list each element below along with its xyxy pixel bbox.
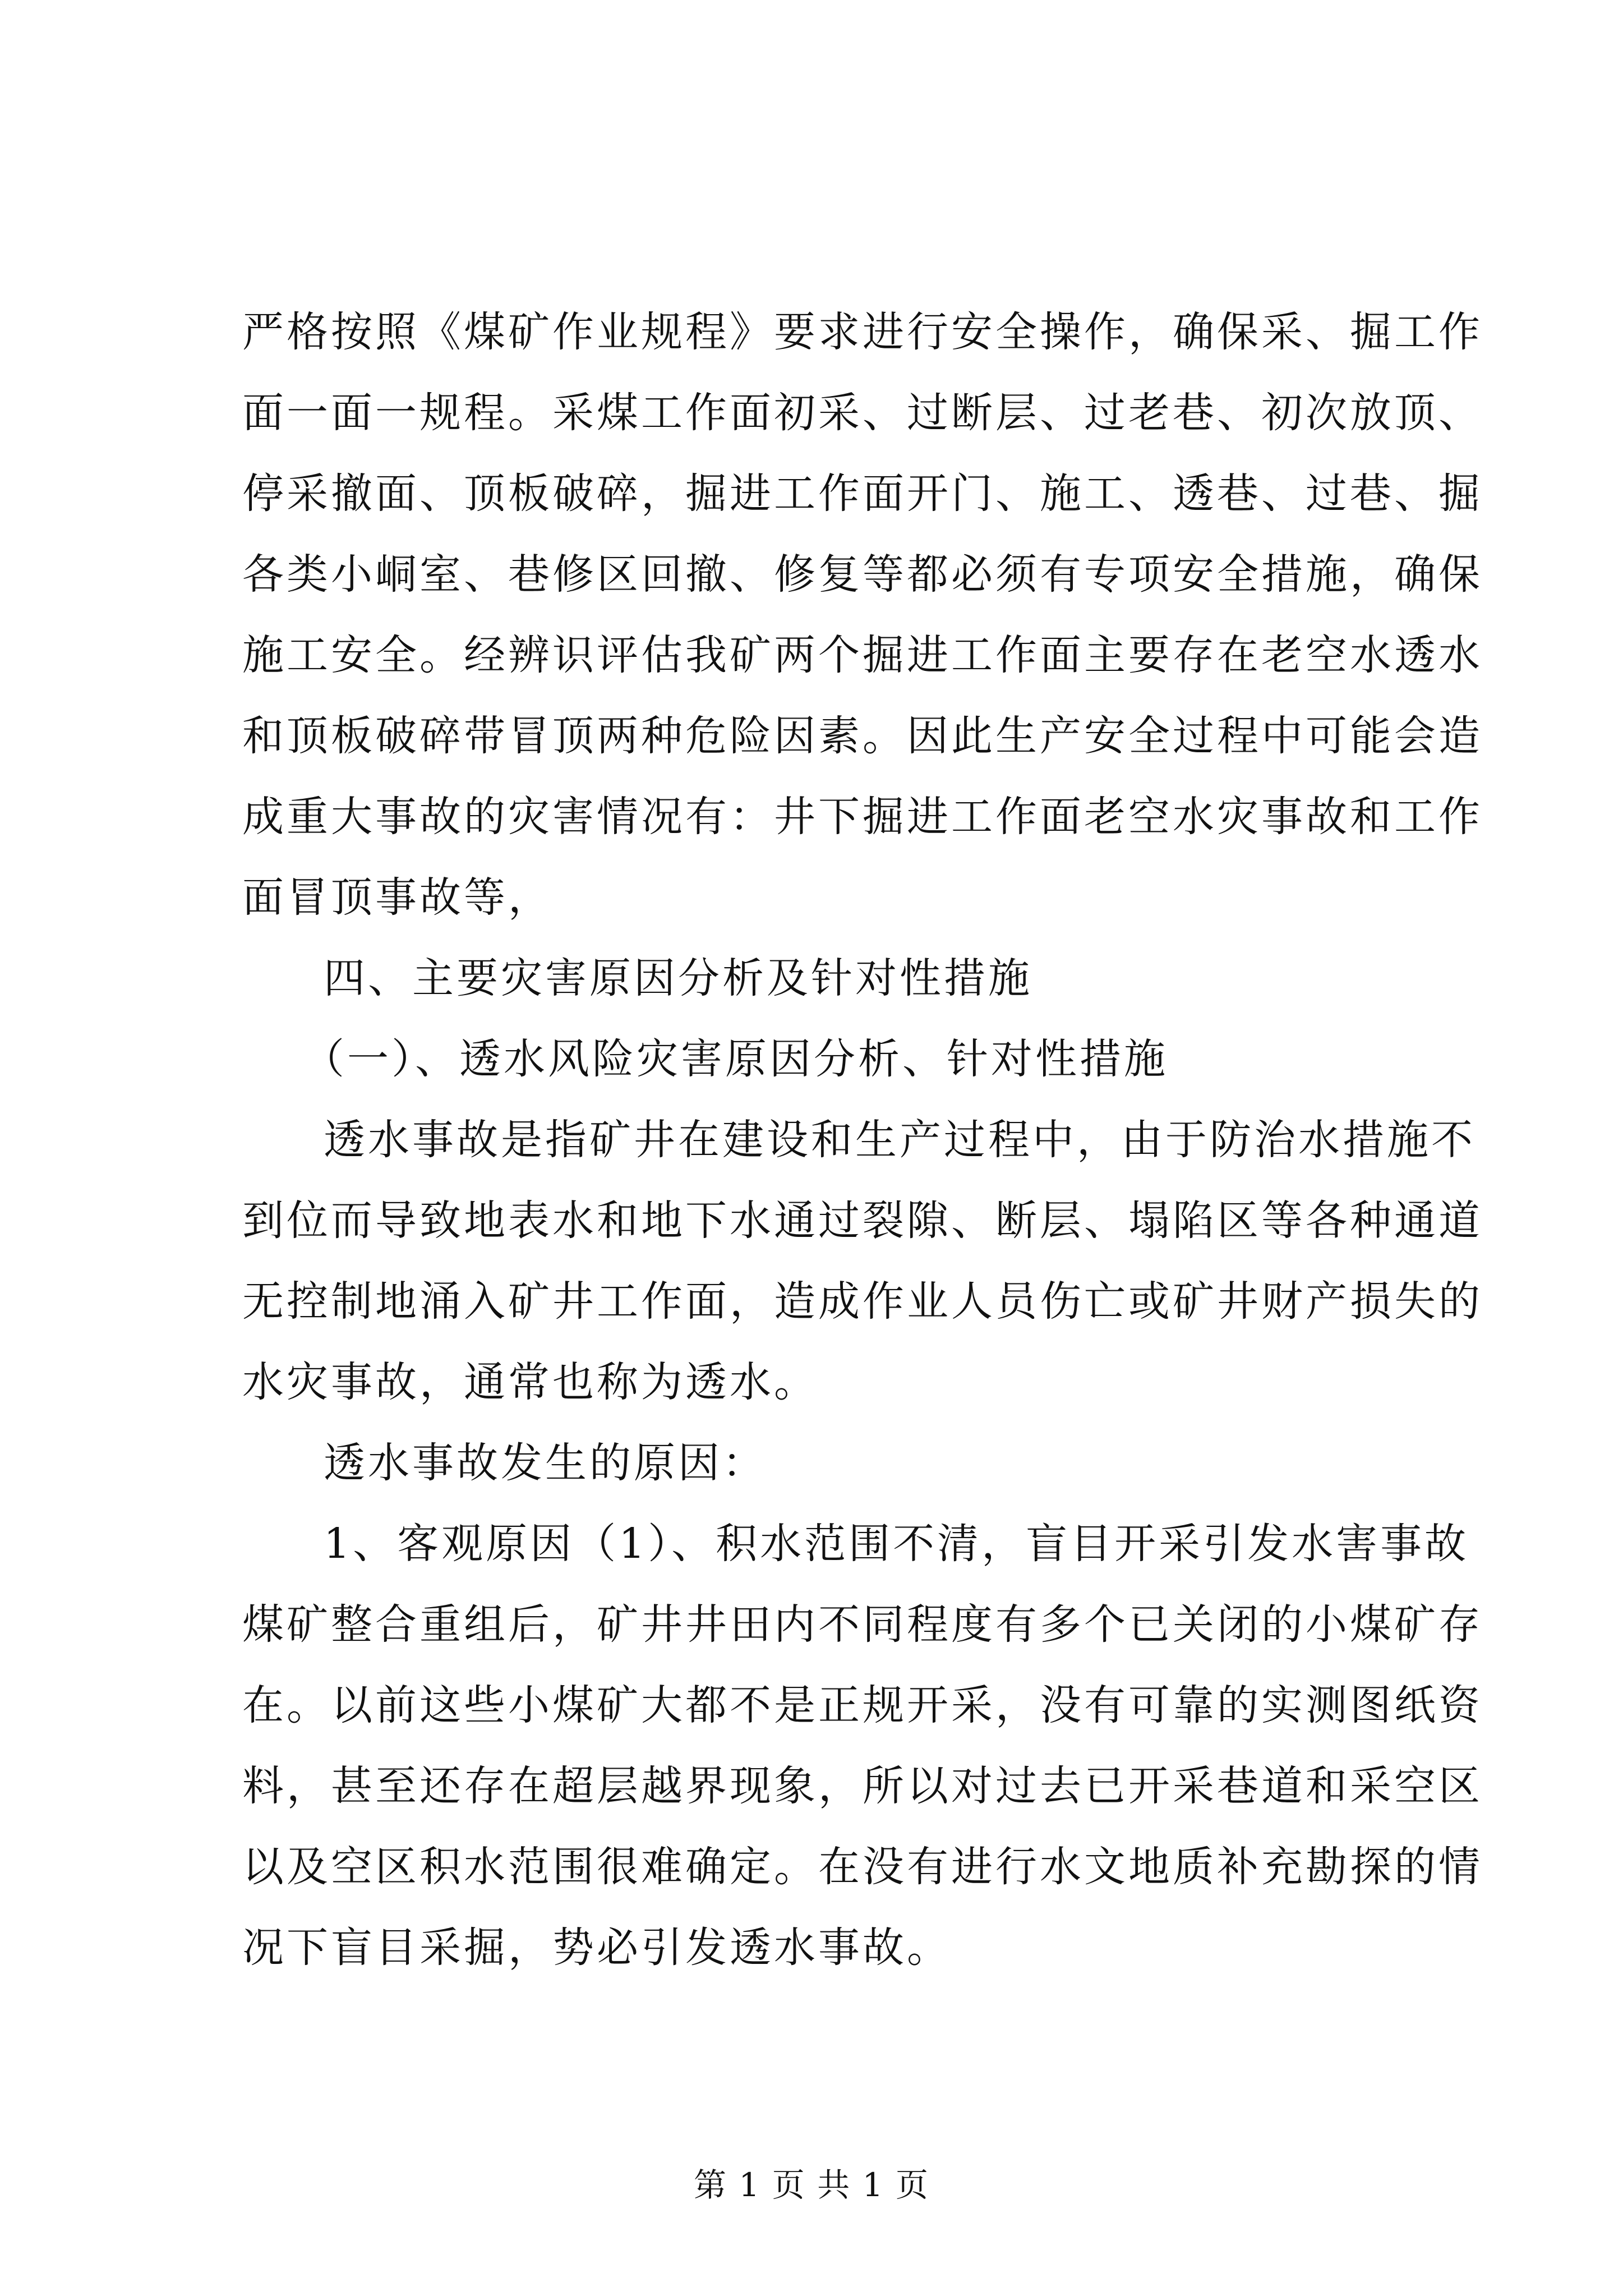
text-line: 面一面一规程。采煤工作面初采、过断层、过老巷、初次放顶、 xyxy=(242,389,1483,437)
text-line: 成重大事故的灾害情况有：井下掘进工作面老空水灾事故和工作 xyxy=(242,793,1483,841)
body-text xyxy=(242,292,1483,1988)
text-line: 1、客观原因（1）、积水范围不清，盲目开采引发水害事故 xyxy=(324,1520,1469,1568)
text-line: 面冒顶事故等， xyxy=(242,873,552,922)
text-line: 透水事故是指矿井在建设和生产过程中，由于防治水措施不 xyxy=(324,1116,1476,1164)
page-footer: 第 1 页 共 1 页 xyxy=(694,2166,929,2204)
text-line: 料，甚至还存在超层越界现象，所以对过去已开采巷道和采空区 xyxy=(242,1762,1483,1810)
text-line: 严格按照《煤矿作业规程》要求进行安全操作，确保采、掘工作 xyxy=(242,308,1483,356)
text-line: 无控制地涌入矿井工作面，造成作业人员伤亡或矿井财产损失的 xyxy=(242,1277,1483,1326)
text-line: 水灾事故，通常也称为透水。 xyxy=(242,1358,818,1406)
text-line: 以及空区积水范围很难确定。在没有进行水文地质补充勘探的情 xyxy=(242,1843,1483,1891)
text-line: 施工安全。经辨识评估我矿两个掘进工作面主要存在老空水透水 xyxy=(242,631,1483,679)
text-line: 况下盲目采掘，势必引发透水事故。 xyxy=(242,1924,951,1972)
text-line: 在。以前这些小煤矿大都不是正规开采，没有可靠的实测图纸资 xyxy=(242,1681,1483,1729)
text-line: 煤矿整合重组后，矿井井田内不同程度有多个已关闭的小煤矿存 xyxy=(242,1600,1483,1649)
text-line: 和顶板破碎带冒顶两种危险因素。因此生产安全过程中可能会造 xyxy=(242,712,1483,760)
section-heading: 四、主要灾害原因分析及针对性措施 xyxy=(324,954,1032,1002)
text-line: 各类小峒室、巷修区回撤、修复等都必须有专项安全措施，确保 xyxy=(242,550,1483,599)
text-line: 透水事故发生的原因： xyxy=(324,1439,767,1487)
text-line: 到位而导致地表水和地下水通过裂隙、断层、塌陷区等各种通道 xyxy=(242,1197,1483,1245)
subsection-heading: （一）、透水风险灾害原因分析、针对性措施 xyxy=(303,1035,1168,1083)
text-line: 停采撤面、顶板破碎，掘进工作面开门、施工、透巷、过巷、掘 xyxy=(242,470,1483,518)
